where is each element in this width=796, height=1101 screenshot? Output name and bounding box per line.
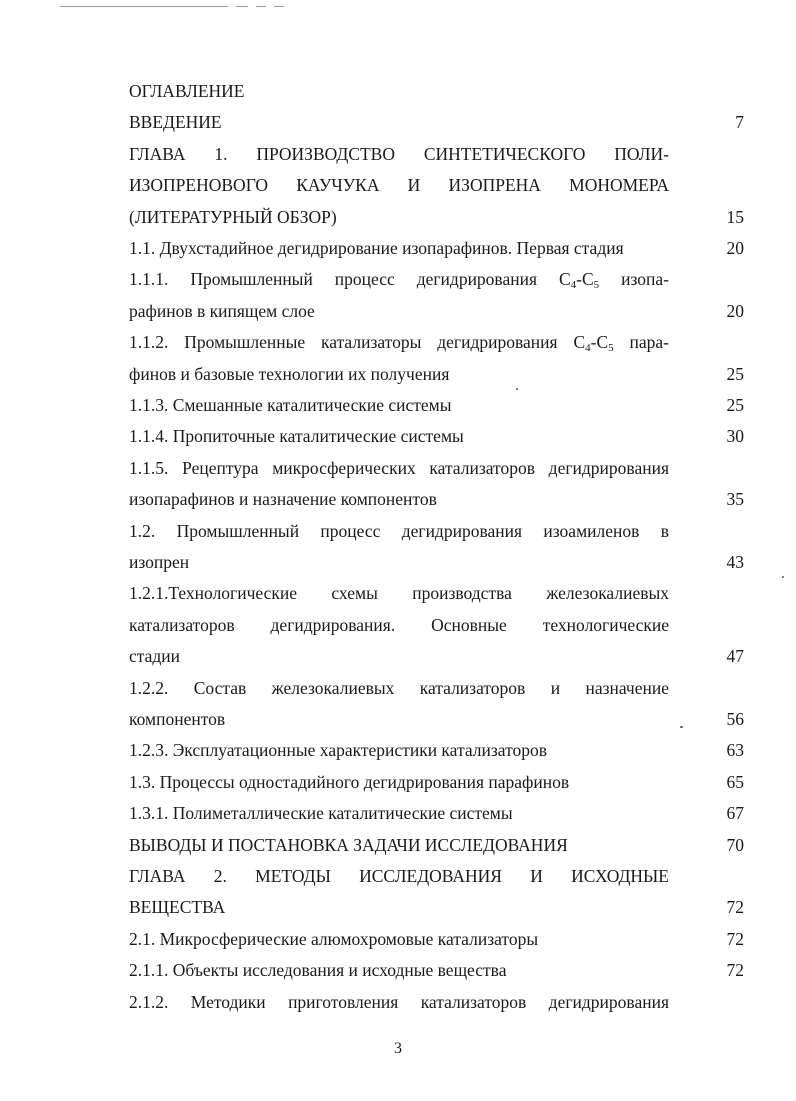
toc-entry-line: 2.1.2. Методики приготовления катализаторов дегидрирования [129,991,669,1012]
scan-artifact-dash [274,6,284,7]
toc-entry-line: ГЛАВА 1. ПРОИЗВОДСТВО СИНТЕТИЧЕСКОГО ПОЛИ- [129,143,669,164]
toc-entry-line: 1.1.3. Смешанные каталитические системы [129,395,452,415]
toc-entry-line: стадии [129,646,181,667]
toc-page-number: 20 [726,300,744,321]
toc-page-number: 25 [726,363,744,384]
scan-artifact-dash [256,6,266,7]
toc-page-number: 72 [726,897,744,918]
toc-entry-line: 1.2.2. Состав железокалиевых катализаторов и назначение [129,677,669,698]
toc-entry-line: изопрен [129,552,190,572]
toc-entry-line: рафинов в кипящем слое [129,300,315,321]
toc-page-number: 67 [726,803,744,824]
toc-entry-line: (ЛИТЕРАТУРНЫЙ ОБЗОР) [129,206,337,227]
toc-entry-line: 1.2.1.Технологические схемы производства железокалиевых [129,583,669,604]
toc-entry-line: ВЕЩЕСТВА [129,897,226,918]
toc-page-number: 20 [726,238,744,258]
toc-entry-line: 1.2.3. Эксплуатационные характеристики катализаторов [129,740,548,761]
toc-entry-line: 1.1.1. Промышленный процесс дегидрирования $C_4-C_5$ изопа- [129,269,670,292]
scan-artifact-dash [236,6,248,7]
toc-page-number: 15 [726,206,744,227]
toc-heading: ОГЛАВЛЕНИЕ [129,81,245,101]
toc-page-number: 25 [726,395,744,415]
toc-entry-line: изопарафинов и назначение компонентов [129,489,437,510]
toc-entry-line: 1.1. Двухстадийное дегидрирование изопарафинов. Первая стадия [129,238,624,258]
toc-entry-line: ВЫВОДЫ И ПОСТАНОВКА ЗАДАЧИ ИССЛЕДОВАНИЯ [129,834,568,855]
toc-page-number: 70 [726,834,744,855]
toc-page-number: 72 [726,960,744,981]
toc-entry-line: ГЛАВА 2. МЕТОДЫ ИССЛЕДОВАНИЯ И ИСХОДНЫЕ [129,866,669,886]
scan-artifact-line [60,6,228,7]
toc-page-number: 43 [726,552,744,572]
toc-page-number: 63 [726,740,744,761]
toc-entry-line: 1.2. Промышленный процесс дегидрирования изоамиленов в [129,520,669,541]
toc-entry-line: ИЗОПРЕНОВОГО КАУЧУКА И ИЗОПРЕНА МОНОМЕРА [129,175,669,196]
toc-page-number: 7 [735,112,744,133]
toc-entry-line: 1.1.2. Промышленные катализаторы дегидрирования $C_4-C_5$ пара- [129,332,669,355]
toc-entry-line: 2.1. Микросферические алюмохромовые катализаторы [129,928,539,949]
toc-entry-line: 1.1.5. Рецептура микросферических катализаторов дегидрирования [129,457,669,478]
toc-entry-line: 1.1.4. Пропиточные каталитические системы [129,426,464,447]
toc-page-number: 56 [726,709,744,729]
toc-page-number: 47 [726,646,744,667]
toc-page-number: 72 [726,928,744,949]
toc-page-number: 30 [726,426,744,447]
toc-entry-line: 1.3. Процессы одностадийного дегидрирования парафинов [129,771,570,792]
toc-page-number: 35 [726,489,744,510]
toc-entry-line: финов и базовые технологии их получения [129,363,450,384]
page-number: 3 [394,1040,402,1057]
scan-speck [680,726,683,728]
toc-entry-line: катализаторов дегидрирования. Основные технологические [129,614,669,635]
toc-entry-line: компонентов [129,709,226,729]
toc-entry-line: 2.1.1. Объекты исследования и исходные вещества [129,960,507,981]
scan-speck [516,388,518,390]
scan-speck [782,576,784,578]
toc-entry-line: 1.3.1. Полиметаллические каталитические системы [129,803,513,824]
toc-page-number: 65 [726,771,744,792]
toc-entry-line: ВВЕДЕНИЕ [129,112,222,133]
